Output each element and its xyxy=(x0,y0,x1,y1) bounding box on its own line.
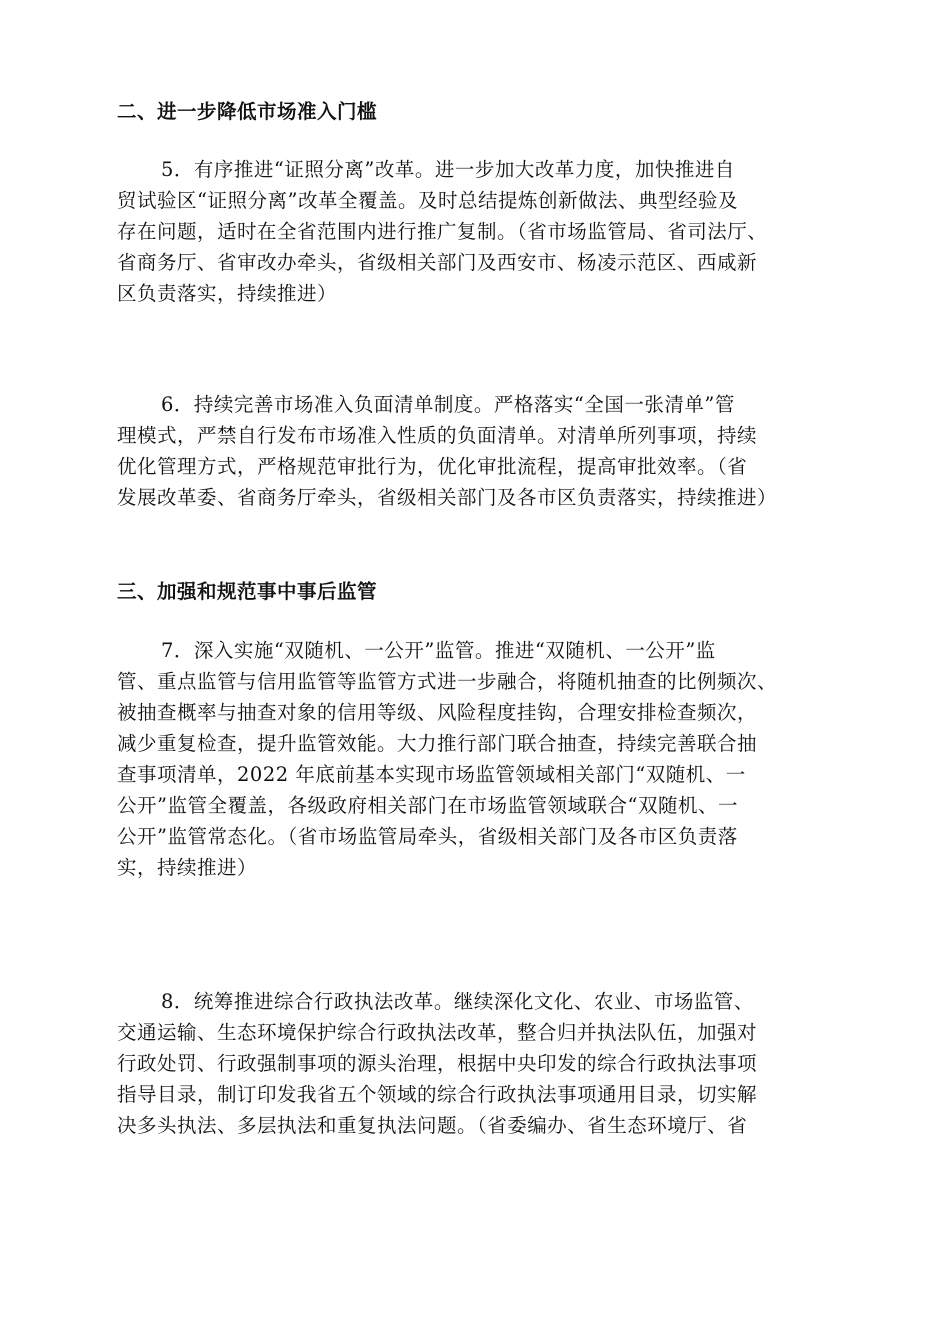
paragraph-line: 存在问题，适时在全省范围内进行推广复制。（省市场监管局、省司法厅、 xyxy=(117,220,768,243)
paragraph-line: 指导目录，制订印发我省五个领域的综合行政执法事项通用目录，切实解 xyxy=(117,1083,758,1106)
paragraph-line: 6．持续完善市场准入负面清单制度。严格落实“全国一张清单”管 xyxy=(161,393,735,416)
section-heading-2: 二、进一步降低市场准入门槛 xyxy=(117,100,378,123)
paragraph-line: 减少重复检查，提升监管效能。大力推行部门联合抽查，持续完善联合抽 xyxy=(117,732,758,755)
section-heading-3: 三、加强和规范事中事后监管 xyxy=(117,580,378,603)
paragraph-item-6 xyxy=(117,389,841,513)
paragraph-line: 查事项清单，2022 年底前基本实现市场监管领域相关部门“双随机、一 xyxy=(117,763,746,786)
paragraph-line: 优化管理方式，严格规范审批行为，优化审批流程，提高审批效率。（省 xyxy=(117,455,748,478)
paragraph-line: 交通运输、生态环境保护综合行政执法改革，整合归并执法队伍，加强对 xyxy=(117,1021,758,1044)
paragraph-line: 8．统筹推进综合行政执法改革。继续深化文化、农业、市场监管、 xyxy=(161,990,754,1013)
paragraph-line: 公开”监管全覆盖，各级政府相关部门在市场监管领域联合“双随机、一 xyxy=(117,794,738,817)
paragraph-line: 管、重点监管与信用监管等监管方式进一步融合，将随机抽查的比例频次、 xyxy=(117,670,778,693)
paragraph-line: 实，持续推进） xyxy=(117,856,258,879)
paragraph-line: 贸试验区“证照分离”改革全覆盖。及时总结提炼创新做法、典型经验及 xyxy=(117,189,738,212)
paragraph-line: 理模式，严禁自行发布市场准入性质的负面清单。对清单所列事项，持续 xyxy=(117,424,758,447)
paragraph-line: 省商务厅、省审改办牵头，省级相关部门及西安市、杨凌示范区、西咸新 xyxy=(117,251,758,274)
paragraph-line: 决多头执法、多层执法和重复执法问题。（省委编办、省生态环境厅、省 xyxy=(117,1114,748,1137)
paragraph-line: 区负责落实，持续推进） xyxy=(117,282,338,305)
paragraph-line: 被抽查概率与抽查对象的信用等级、风险程度挂钩，合理安排检查频次， xyxy=(117,701,758,724)
paragraph-line: 5．有序推进“证照分离”改革。进一步加大改革力度，加快推进自 xyxy=(161,158,735,181)
paragraph-line: 公开”监管常态化。（省市场监管局牵头，省级相关部门及各市区负责落 xyxy=(117,825,738,848)
paragraph-item-5 xyxy=(117,154,841,309)
paragraph-item-8 xyxy=(117,986,841,1141)
paragraph-line: 发展改革委、省商务厅牵头，省级相关部门及各市区负责落实，持续推进） xyxy=(117,486,778,509)
paragraph-line: 行政处罚、行政强制事项的源头治理，根据中央印发的综合行政执法事项 xyxy=(117,1052,758,1075)
paragraph-line: 7．深入实施“双随机、一公开”监管。推进“双随机、一公开”监 xyxy=(161,639,716,662)
paragraph-item-7 xyxy=(117,635,841,883)
